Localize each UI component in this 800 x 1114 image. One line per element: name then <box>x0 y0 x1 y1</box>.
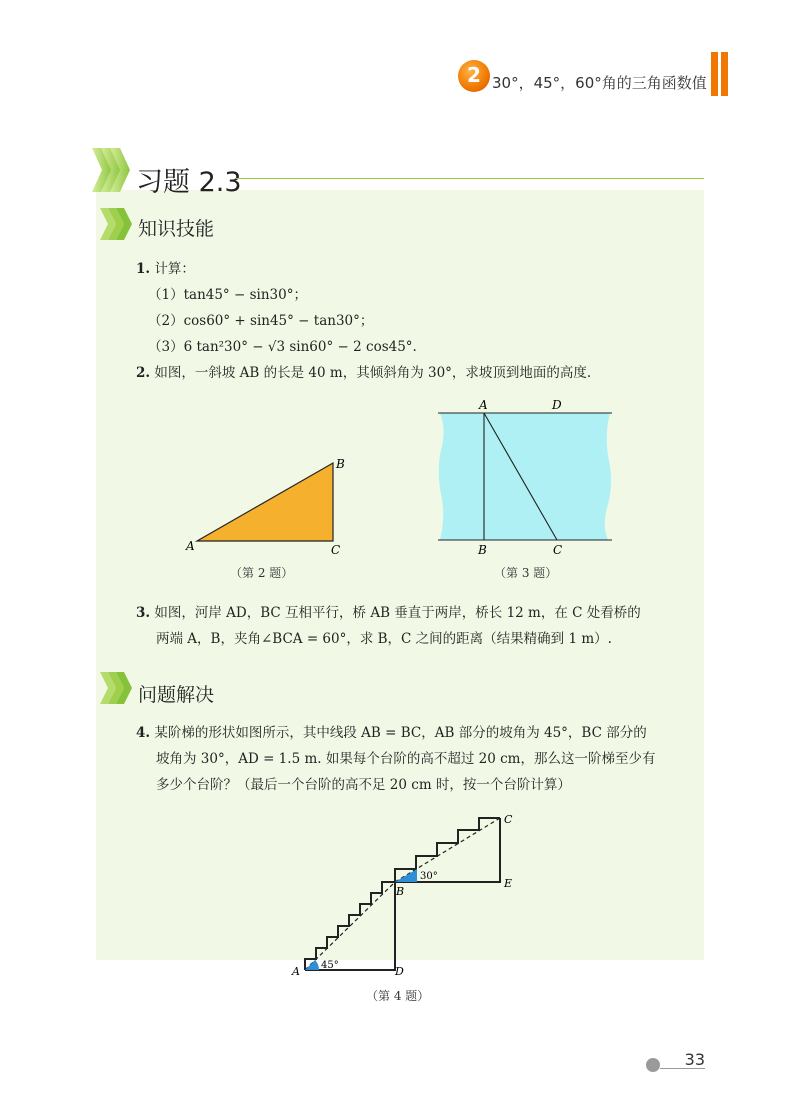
fig4-angle-b: 30° <box>420 871 438 882</box>
section-chevron-icon <box>100 208 136 240</box>
fig2-triangle <box>197 463 333 541</box>
q2-number: 2. <box>136 365 151 381</box>
q1-number: 1. <box>136 261 151 277</box>
section-title-problem: 问题解决 <box>138 684 215 706</box>
q1-part1: （1）tan45° − sin30°； <box>148 287 307 303</box>
q2-text: 如图，一斜坡 AB 的长是 40 m，其倾斜角为 30°，求坡顶到地面的高度. <box>154 365 592 381</box>
figure-4 <box>288 805 528 985</box>
q1-stem <box>136 257 195 277</box>
fig3-label-d: D <box>552 398 562 412</box>
title-chevron-icon <box>92 148 134 192</box>
q3-number: 3. <box>136 605 151 621</box>
chapter-title: 30°，45°，60°角的三角函数值 <box>492 74 707 92</box>
q2 <box>136 361 591 381</box>
q3-text-1: 如图，河岸 AD，BC 互相平行，桥 AB 垂直于两岸，桥长 12 m，在 C 处看桥的 <box>154 605 641 621</box>
chapter-number-badge: 2 <box>458 60 490 92</box>
q1-text: 计算： <box>154 261 195 277</box>
q4-number: 4. <box>136 725 151 741</box>
fig4-label-e: E <box>504 877 513 890</box>
fig3-label-b: B <box>478 543 487 557</box>
header-bar-2 <box>721 52 728 96</box>
exercise-title: 习题 2.3 <box>136 167 242 198</box>
fig2-label-a: A <box>186 539 195 553</box>
fig4-angle-a: 45° <box>321 960 339 971</box>
fig2-caption: （第 2 题） <box>230 566 294 580</box>
q1-part3-suffix: sin60° − 2 cos45°. <box>285 339 417 355</box>
fig4-angle-a-mark <box>305 960 319 970</box>
q4-line2: 坡角为 30°，AD = 1.5 m. 如果每个台阶的高不超过 20 cm，那么这一阶梯至少有 <box>156 751 656 767</box>
q4-text-1: 某阶梯的形状如图所示，其中线段 AB = BC，AB 部分的坡角为 45°，BC 部分的 <box>154 725 647 741</box>
fig3-caption: （第 3 题） <box>494 566 558 580</box>
header-bar-1 <box>711 52 718 96</box>
page-dot-icon <box>646 1058 660 1072</box>
fig4-caption: （第 4 题） <box>366 989 430 1003</box>
figure-2 <box>180 450 360 560</box>
q1-part3 <box>148 335 417 355</box>
fig2-label-c: C <box>331 543 341 557</box>
fig4-label-a: A <box>292 965 300 978</box>
fig3-label-c: C <box>553 543 563 557</box>
q3-line1 <box>136 601 641 621</box>
fig4-label-c: C <box>504 813 513 826</box>
figure-3 <box>430 396 620 561</box>
page-number: 33 <box>684 1050 705 1069</box>
q1-part3-sqrt: √3 <box>267 339 286 355</box>
title-rule <box>236 178 704 179</box>
fig3-river <box>439 413 611 540</box>
q4-line1 <box>136 721 647 741</box>
q1-part3-prefix: （3）6 tan²30° − <box>148 339 268 355</box>
fig4-label-d: D <box>395 965 404 978</box>
fig2-label-b: B <box>336 457 345 471</box>
q1-part2: （2）cos60° + sin45° − tan30°； <box>148 313 374 329</box>
section-chevron-icon-2 <box>100 672 136 704</box>
q4-line3: 多少个台阶？（最后一个台阶的高不足 20 cm 时，按一个台阶计算） <box>156 777 571 793</box>
fig4-steps-upper <box>395 818 500 882</box>
q3-line2: 两端 A，B，夹角∠BCA = 60°，求 B，C 之间的距离（结果精确到 1 m）. <box>156 631 612 647</box>
section-title-knowledge: 知识技能 <box>138 218 215 240</box>
fig4-label-b: B <box>396 885 405 898</box>
fig3-label-a: A <box>479 398 488 412</box>
